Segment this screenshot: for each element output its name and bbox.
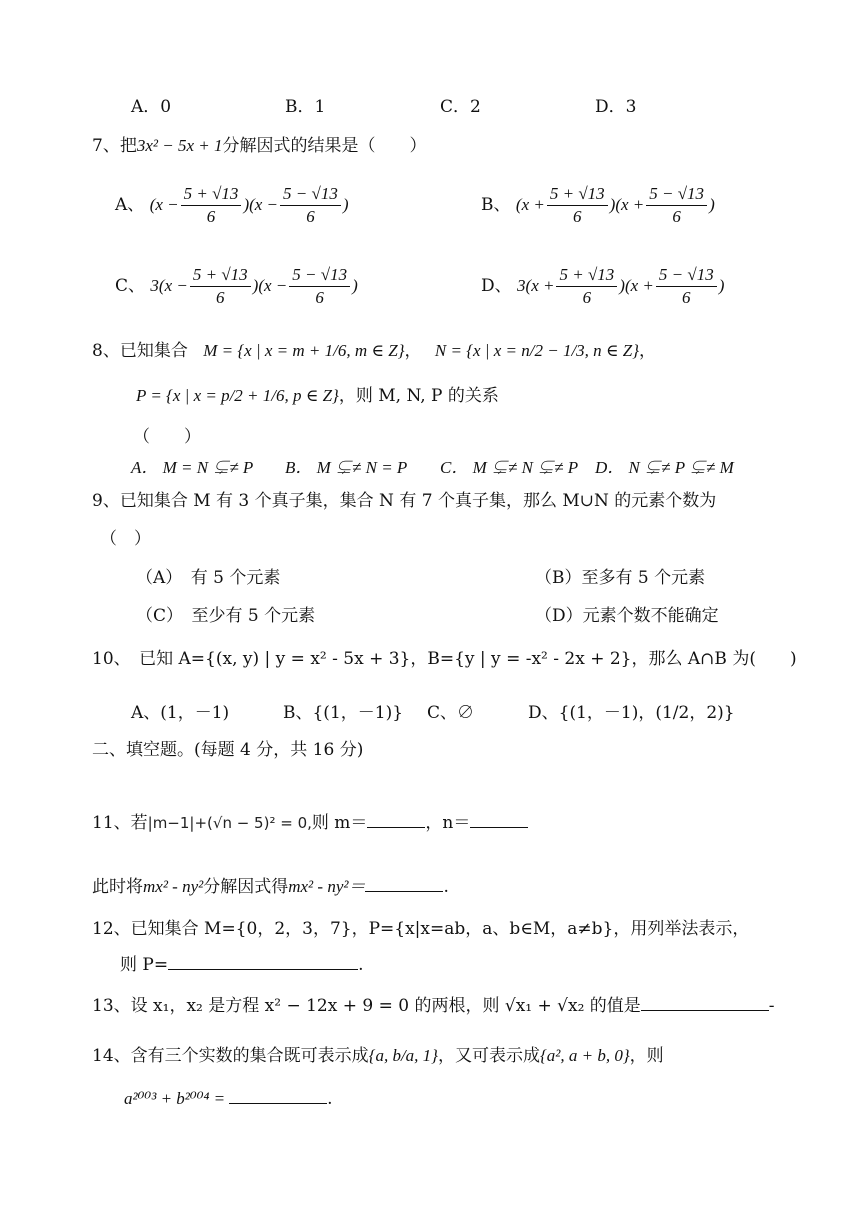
q9-option-d: （D）元素个数不能确定 (535, 606, 719, 626)
q12-p-label: 则 P= (120, 955, 169, 975)
q12-period: . (358, 955, 364, 975)
q13-tail: - (768, 996, 775, 1016)
q11-n-blank (470, 827, 528, 828)
q7-c-label: C、 (115, 276, 146, 296)
q14-period: . (327, 1089, 333, 1109)
q11-line2-prefix: 此时将 (92, 877, 143, 897)
q8-c-text: C． M ⊊≠ N ⊊≠ P (440, 458, 579, 477)
q12-answer-blank (168, 969, 358, 970)
q11-expr: mx² - ny² (143, 877, 204, 896)
q6-option-d: D．3 (595, 97, 637, 117)
denominator: 6 (682, 288, 691, 307)
q6-option-b: B．1 (285, 97, 326, 117)
q7-option-d: D、 3(x + $\frac{5 + √13}{6}$ )(x + $\frac{5 - √13}{6}$ ) (481, 265, 725, 307)
q9-stem: 9、已知集合 M 有 3 个真子集，集合 N 有 7 个真子集，那么 M∪N 的元素个数为 (92, 491, 717, 511)
q8-set-p: P = {x | x = p/2 + 1/6, p ∈ Z} (136, 386, 339, 405)
q11-m-label: 则 m＝ (311, 813, 368, 833)
q7-number: 7、把 (92, 136, 137, 156)
denominator: 6 (573, 207, 582, 226)
q11-expr2: mx² - ny²＝ (288, 877, 366, 896)
q11-line2-mid: 分解因式得 (203, 877, 289, 897)
q11-line1 (92, 812, 528, 834)
q14-set1: {a, b/a, 1} (368, 1046, 438, 1065)
q8-set-m: M = {x | x = m + 1/6, m ∈ Z} (203, 341, 405, 360)
q14-mid: ，又可表示成 (437, 1046, 540, 1066)
q12-line2 (120, 954, 364, 976)
section-heading: 二、填空题。(每题 4 分，共 16 分) (92, 740, 364, 760)
q8-option-b (285, 457, 407, 479)
q14-prefix: 14、含有三个实数的集合既可表示成 (92, 1046, 369, 1066)
q10-option-b: B、{(1，－1)} (283, 703, 404, 723)
q9-paren: （ ） (100, 529, 151, 549)
q9-option-a: （A） 有 5 个元素 (136, 568, 281, 588)
q8-set-n: N = {x | x = n/2 − 1/3, n ∈ Z} (434, 341, 640, 360)
denominator: 6 (315, 288, 324, 307)
q7-expression: 3x² − 5x + 1 (136, 136, 223, 155)
fraction (289, 264, 350, 309)
q7-option-b: B、 (x + $\frac{5 + √13}{6}$ )(x + $\frac{5 - √13}{6}$ ) (481, 184, 715, 226)
fraction (547, 183, 608, 228)
q9-option-c: （C） 至少有 5 个元素 (136, 606, 316, 626)
q11-equation-image: |m−1|+(√n − 5)² = 0, (147, 814, 312, 832)
fraction (556, 264, 617, 309)
numerator: 5 + √13 (547, 183, 608, 206)
q10-stem: 10、 已知 A={(x, y) | y = x² - 5x + 3}，B={y | y = -x² - 2x + 2}，那么 A∩B 为( ) (92, 649, 797, 669)
q6-option-c: C．2 (440, 97, 481, 117)
fraction (190, 264, 251, 309)
q14-expr: a²⁰⁰³ + b²⁰⁰⁴ = (124, 1089, 226, 1108)
q6-option-a: A．0 (131, 97, 172, 117)
denominator: 6 (306, 207, 315, 226)
fraction (181, 183, 242, 228)
q8-line2 (136, 385, 499, 407)
fraction (646, 183, 707, 228)
q14-answer-blank (229, 1103, 327, 1104)
q7-option-a: A、 (x − $\frac{5 + √13}{6}$ )(x − $\frac{5 - √13}{6}$ ) (115, 184, 349, 226)
q7-b-label: B、 (481, 195, 511, 215)
q10-option-c: C、∅ (427, 703, 475, 723)
q11-number: 11、若 (92, 813, 148, 833)
numerator: 5 − √13 (280, 183, 341, 206)
q8-option-c (440, 457, 578, 479)
q13-text: 13、设 x₁，x₂ 是方程 x² − 12x + 9 = 0 的两根，则 √x₁ + √x₂ 的值是 (92, 996, 641, 1016)
q8-relation: ，则 M, N, P 的关系 (338, 386, 499, 406)
fraction (656, 264, 717, 309)
numerator: 5 + √13 (181, 183, 242, 206)
q8-a-text: A． M = N ⊊≠ P (131, 458, 254, 477)
q8-b-text: B． M ⊊≠ N = P (285, 458, 408, 477)
numerator: 5 − √13 (289, 264, 350, 287)
q11-period: . (443, 877, 449, 897)
q7-d-label: D、 (481, 276, 512, 296)
q10-option-d: D、{(1，－1)，(1/2，2)} (528, 703, 735, 723)
numerator: 5 − √13 (656, 264, 717, 287)
q8-d-text: D． N ⊊≠ P ⊊≠ M (595, 458, 734, 477)
q14-set2: {a², a + b, 0} (539, 1046, 630, 1065)
q7-a-label: A、 (115, 195, 145, 215)
q7-stem (92, 135, 426, 157)
q14-line1 (92, 1045, 664, 1067)
q11-n-label: ，n＝ (425, 813, 471, 833)
q9-option-b: （B）至多有 5 个元素 (535, 568, 706, 588)
denominator: 6 (582, 288, 592, 307)
q14-line2 (124, 1088, 333, 1110)
numerator: 5 − √13 (646, 183, 707, 206)
denominator: 6 (216, 288, 225, 307)
q7-option-c: C、 3(x − $\frac{5 + √13}{6}$ )(x − $\frac{5 - √13}{6}$ ) (115, 265, 358, 307)
fraction (280, 183, 341, 228)
q12-line1: 12、已知集合 M={0，2，3，7}，P={x|x=ab，a、b∈M，a≠b}，用列举法表示， (92, 919, 750, 939)
denominator: 6 (672, 207, 681, 226)
q14-post: ，则 (629, 1046, 664, 1066)
numerator: 5 + √13 (190, 264, 251, 287)
q8-option-a (131, 457, 253, 479)
denominator: 6 (206, 207, 216, 226)
q11-m-blank (367, 827, 425, 828)
q13-line (92, 995, 775, 1017)
q7-stem-tail: 分解因式的结果是（ ） (222, 136, 427, 156)
q11-answer-blank (365, 891, 443, 892)
q8-paren: （ ） (133, 427, 201, 447)
q11-line2 (92, 876, 449, 898)
q10-option-a: A、(1，－1) (131, 703, 230, 723)
q13-answer-blank (641, 1010, 769, 1011)
numerator: 5 + √13 (556, 264, 617, 287)
q8-number: 8、已知集合 (92, 341, 188, 361)
q8-stem: 8、已知集合 M = {x | x = m + 1/6, m ∈ Z}， N = {x | x = n/2 − 1/3, n ∈ Z}， (92, 341, 657, 361)
q8-option-d (595, 457, 734, 479)
